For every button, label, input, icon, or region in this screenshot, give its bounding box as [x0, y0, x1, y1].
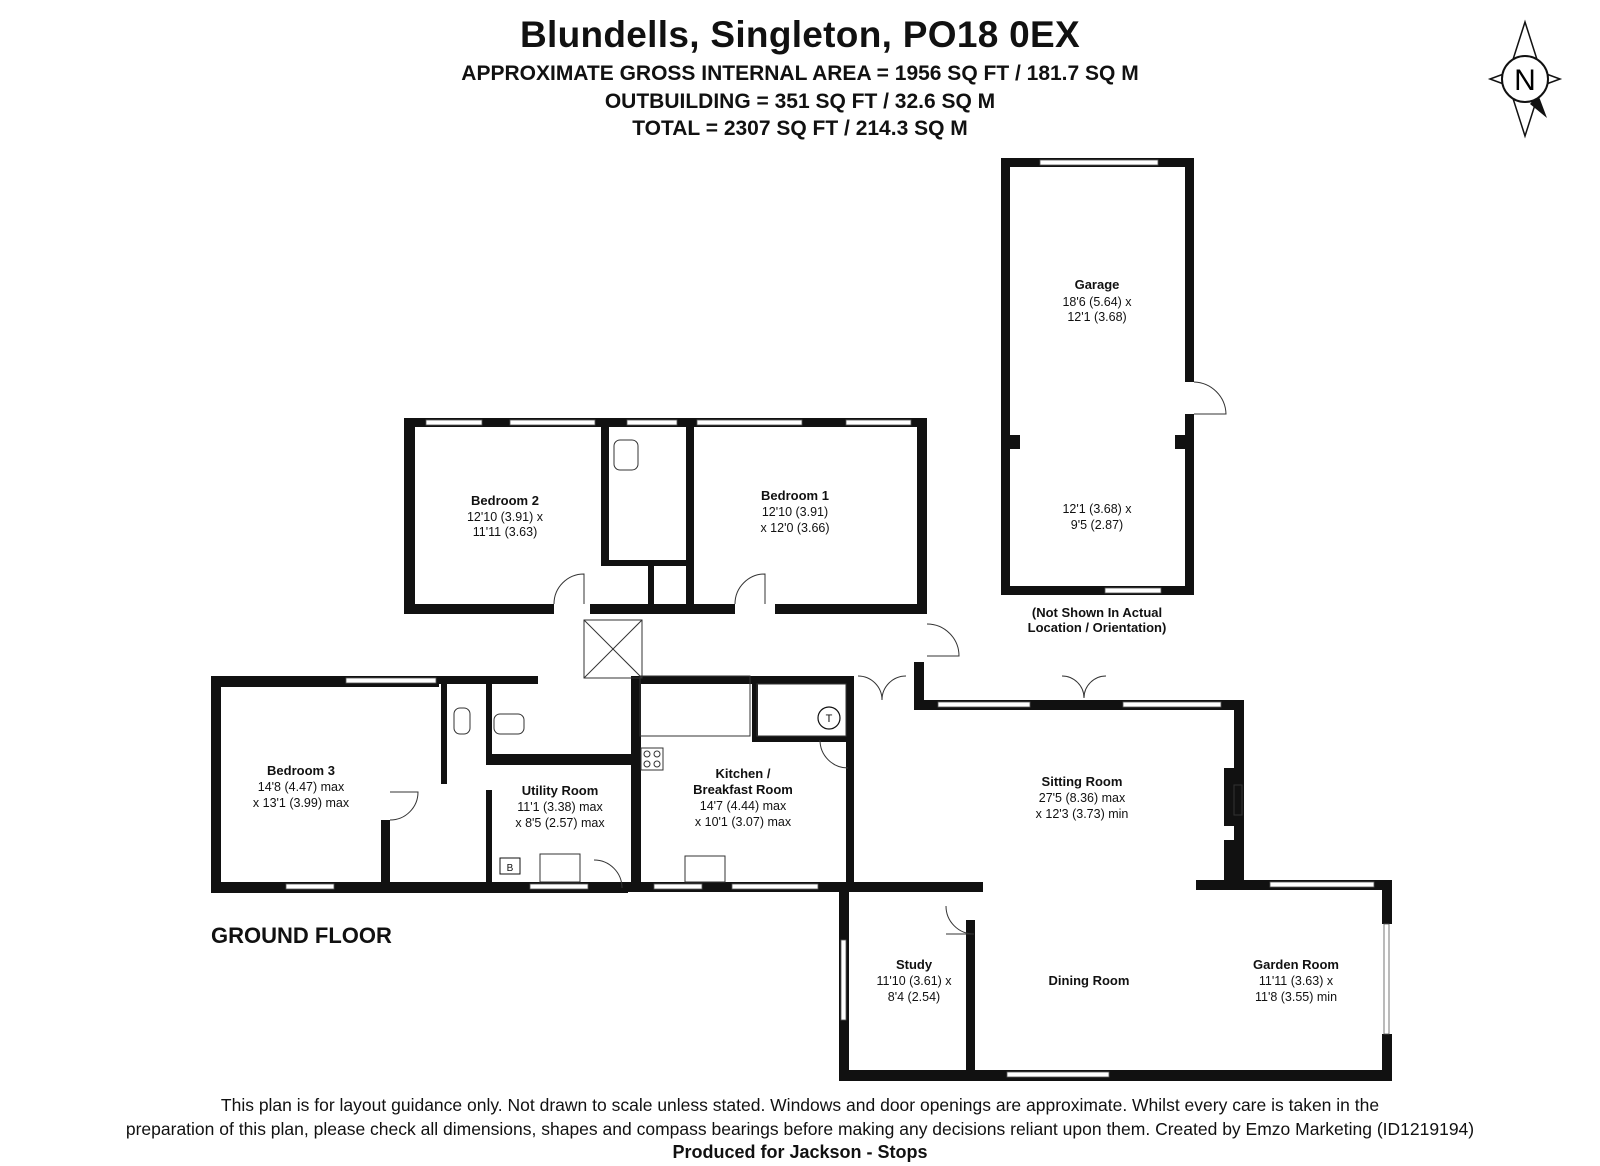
utility-dim-1: 11'1 (3.38) max [517, 800, 603, 814]
garage-name: Garage [1074, 277, 1120, 292]
kitchen-dim-1: 14'7 (4.44) max [699, 799, 787, 813]
outbuilding-note-2: Location / Orientation) [1027, 620, 1167, 635]
garage-dim-3: 12'1 (3.68) x [1062, 502, 1132, 516]
hob-icon [641, 748, 663, 770]
disclaimer-line-2: preparation of this plan, please check all dimensions, shapes and compass bearings before making any decisions reliant upon them. Created by Emzo Marketing (ID1219194) [125, 1119, 1475, 1139]
study-dim-2: 8'4 (2.54) [887, 990, 941, 1004]
kitchen-name-2: Breakfast Room [693, 782, 793, 797]
bedroom1-label [760, 488, 829, 535]
boiler-letter: B [506, 863, 514, 874]
kitchen-name-1: Kitchen / [715, 766, 771, 781]
bedroom2-name: Bedroom 2 [471, 493, 539, 508]
compass-north-letter: N [1514, 64, 1536, 97]
bedroom3-name: Bedroom 3 [267, 763, 335, 778]
garden-dim-2: 11'8 (3.55) min [1254, 990, 1338, 1004]
disclaimer-line-1: This plan is for layout guidance only. Not drawn to scale unless stated. Windows and door openings are approximate. Whilst every care is taken in the [220, 1095, 1380, 1115]
garden-label [1253, 957, 1339, 1004]
wc-icon [614, 440, 638, 470]
outbuilding-area-line: OUTBUILDING = 351 SQ FT / 32.6 SQ M [604, 90, 996, 113]
sitting-label [1036, 774, 1129, 821]
bedroom1-name: Bedroom 1 [761, 488, 829, 503]
sitting-dim-1: 27'5 (8.36) max [1038, 791, 1126, 805]
utility-label [515, 783, 605, 830]
dining-label [1049, 973, 1130, 988]
garage-window [1105, 588, 1161, 593]
utility-sink-icon [540, 854, 580, 882]
kitchen-sink-icon [685, 856, 725, 882]
compass-icon [1490, 22, 1560, 136]
boiler-symbol [500, 858, 520, 874]
garden-dim-1: 11'11 (3.63) x [1258, 974, 1334, 988]
credit-line: Produced for Jackson - Stops [672, 1142, 928, 1162]
main-house-walls [211, 662, 1392, 1081]
plan-title: Blundells, Singleton, PO18 0EX [519, 14, 1080, 55]
kitchen-dim-2: x 10'1 (3.07) max [694, 815, 792, 829]
garage-dim-4: 9'5 (2.87) [1070, 518, 1124, 532]
total-area-line: TOTAL = 2307 SQ FT / 214.3 SQ M [632, 117, 968, 140]
bedroom3-dim-2: x 13'1 (3.99) max [252, 796, 350, 810]
garage-dim-1: 18'6 (5.64) x [1062, 295, 1132, 309]
bedroom2-dim-1: 12'10 (3.91) x [466, 510, 544, 524]
garage-side-door [1194, 382, 1226, 414]
study-dim-1: 11'10 (3.61) x [876, 974, 952, 988]
tank-letter: T [825, 713, 833, 725]
bedroom3-label [253, 763, 350, 810]
utility-dim-2: x 8'5 (2.57) max [515, 816, 605, 830]
bedroom3-dim-1: 14'8 (4.47) max [257, 780, 345, 794]
study-name: Study [895, 957, 933, 972]
floor-label: GROUND FLOOR [211, 923, 392, 948]
garage-dim-2: 12'1 (3.68) [1067, 310, 1127, 324]
bedroom2-dim-2: 11'11 (3.63) [472, 525, 538, 539]
garden-name: Garden Room [1253, 957, 1339, 972]
garage-door-opening [1040, 160, 1158, 165]
bedroom2-label [467, 493, 544, 539]
kitchen-label [693, 766, 793, 829]
dining-name: Dining Room [1048, 973, 1130, 988]
sitting-name: Sitting Room [1041, 774, 1123, 789]
tank-symbol [818, 707, 840, 729]
bedroom1-dim-2: x 12'0 (3.66) [760, 521, 830, 535]
utility-name: Utility Room [521, 783, 599, 798]
gross-area-line: APPROXIMATE GROSS INTERNAL AREA = 1956 SQ FT / 181.7 SQ M [461, 62, 1139, 85]
garage-label [1028, 277, 1167, 635]
study-label [876, 957, 952, 1004]
bedroom1-dim-1: 12'10 (3.91) [761, 505, 829, 519]
outbuilding-note-1: (Not Shown In Actual [1031, 605, 1163, 620]
sitting-dim-2: x 12'3 (3.73) min [1035, 807, 1129, 821]
